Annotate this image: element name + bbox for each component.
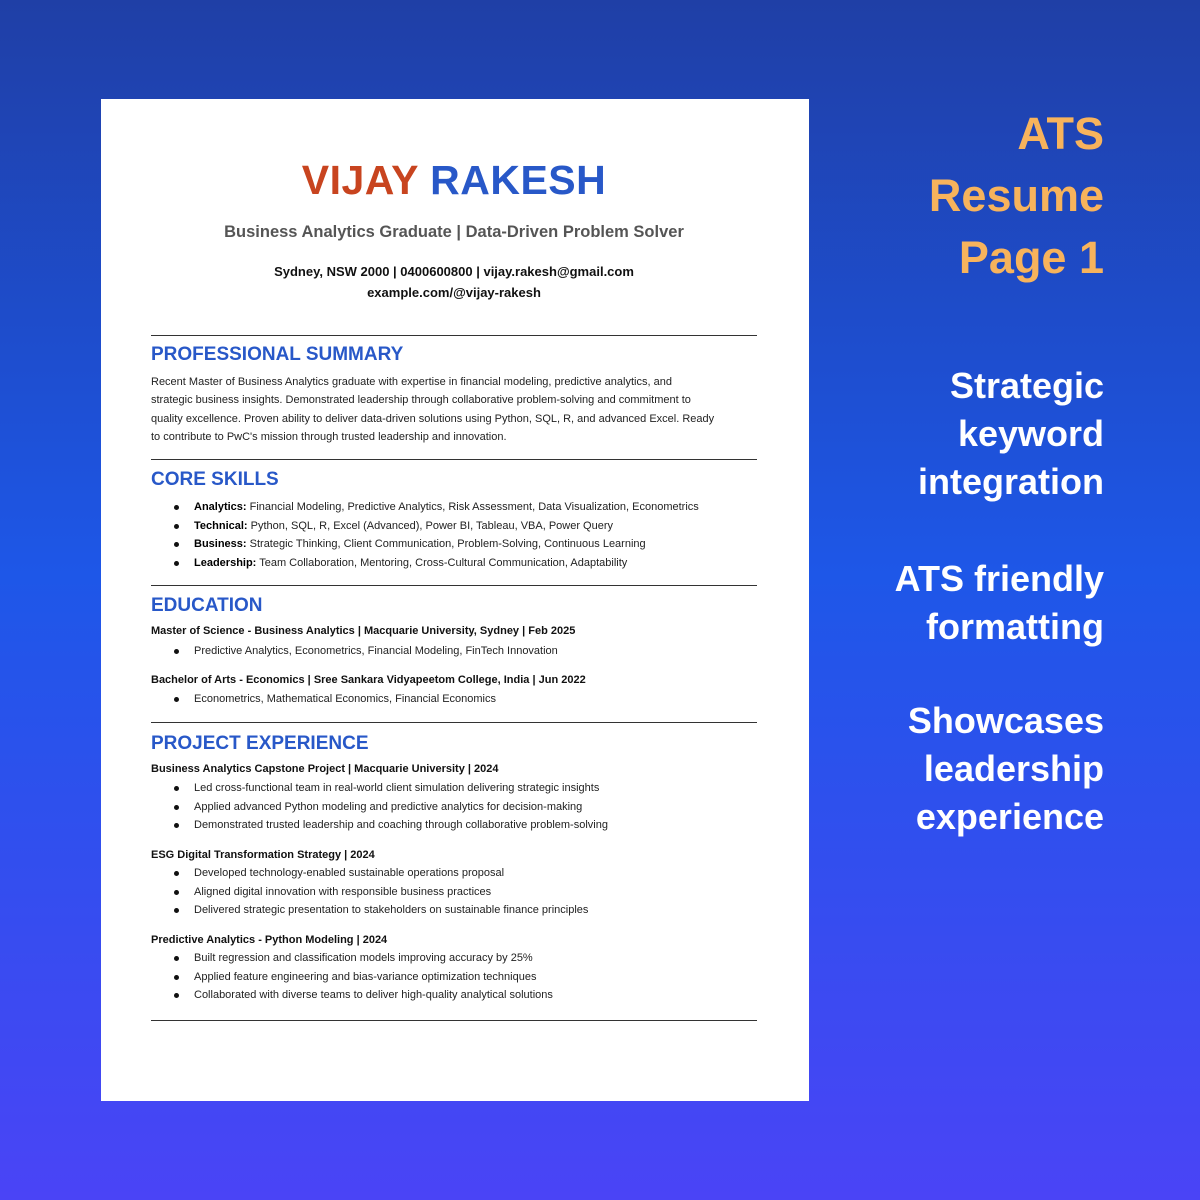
project-bullets — [151, 779, 757, 835]
list-item — [151, 986, 757, 1005]
list-item — [151, 554, 757, 573]
list-item — [151, 864, 757, 883]
skill-label: Leadership: — [194, 556, 257, 569]
list-item — [151, 642, 757, 661]
skill-label: Business: — [194, 538, 247, 550]
name-last: RAKESH — [430, 157, 607, 203]
education-bullets — [151, 690, 757, 709]
feature-line: experience — [915, 796, 1104, 837]
education-bullets — [151, 642, 757, 661]
bullet-text: Aligned digital innovation with responsible business practices — [194, 885, 492, 898]
skill-text: Strategic Thinking, Client Communication, Problem-Solving, Continuous Learning — [246, 538, 646, 550]
list-item — [151, 535, 757, 554]
bullet-text: Collaborated with diverse teams to deliver high-quality analytical solutions — [194, 989, 553, 1001]
summary-line: strategic business insights. Demonstrated leadership through collaborative problem-solving and commitment to — [151, 394, 691, 407]
feature-line: integration — [918, 461, 1104, 502]
list-item — [151, 779, 757, 798]
education-entry-title: Bachelor of Arts - Economics | Sree Sankara Vidyapeetom College, India | Jun 2022 — [151, 674, 586, 686]
list-item — [151, 883, 757, 902]
project-entry-title: ESG Digital Transformation Strategy | 2024 — [151, 849, 375, 861]
project-bullets — [151, 949, 757, 1005]
skill-text: Python, SQL, R, Excel (Advanced), Power BI, Tableau, VBA, Power Query — [247, 519, 614, 532]
education-entry-title: Master of Science - Business Analytics | Macquarie University, Sydney | Feb 2025 — [151, 625, 576, 637]
list-item — [151, 498, 757, 517]
bullet-text: Predictive Analytics, Econometrics, Financial Modeling, FinTech Innovation — [194, 645, 558, 657]
feature-line: formatting — [926, 606, 1104, 647]
feature-line: Strategic — [949, 365, 1104, 406]
section-title-skills: CORE SKILLS — [151, 469, 279, 490]
summary-line: Recent Master of Business Analytics graduate with expertise in financial modeling, predictive analytics, and — [151, 376, 672, 388]
section-title-summary: PROFESSIONAL SUMMARY — [151, 344, 404, 365]
bullet-text: Delivered strategic presentation to stakeholders on sustainable finance principles — [194, 904, 589, 916]
promo-title — [929, 103, 1104, 289]
list-item — [151, 949, 757, 968]
skill-label: Technical: — [194, 519, 248, 532]
resume-page — [101, 99, 809, 1101]
promo-title-line: ATS — [1017, 108, 1104, 159]
list-item — [151, 901, 757, 920]
bullet-text: Demonstrated trusted leadership and coaching through collaborative problem-solving — [194, 819, 608, 831]
section-divider — [151, 459, 757, 460]
summary-line: to contribute to PwC's mission through trusted leadership and innovation. — [151, 430, 507, 443]
summary-line: quality excellence. Proven ability to deliver data-driven solutions using Python, SQL, R, and advanced Excel. Ready — [151, 412, 715, 425]
bullet-text: Built regression and classification models improving accuracy by 25% — [194, 952, 533, 964]
candidate-name — [151, 157, 757, 204]
list-item — [151, 517, 757, 536]
bullet-text: Led cross-functional team in real-world client simulation delivering strategic insights — [194, 782, 600, 794]
section-title-projects: PROJECT EXPERIENCE — [151, 733, 369, 754]
promo-title-line: Page 1 — [958, 232, 1104, 283]
feature-line: ATS friendly — [894, 558, 1104, 599]
contact-line: Sydney, NSW 2000 | 0400600800 | vijay.rakesh@gmail.com — [274, 264, 634, 279]
list-item — [151, 968, 757, 987]
bullet-text: Applied feature engineering and bias-variance optimization techniques — [194, 970, 537, 983]
contact-website: example.com/@vijay-rakesh — [367, 285, 541, 300]
skill-label: Analytics: — [194, 501, 247, 513]
feature-keyword-integration — [918, 362, 1104, 506]
skill-text: Team Collaboration, Mentoring, Cross-Cultural Communication, Adaptability — [256, 556, 628, 569]
promo-title-line: Resume — [928, 170, 1104, 221]
feature-ats-formatting — [895, 555, 1104, 651]
section-divider — [151, 585, 757, 586]
project-entry-title: Predictive Analytics - Python Modeling | 2024 — [151, 934, 388, 946]
skills-list — [151, 498, 757, 572]
list-item — [151, 816, 757, 835]
section-divider — [151, 722, 757, 723]
feature-line: keyword — [957, 413, 1104, 454]
project-bullets — [151, 864, 757, 920]
section-title-education: EDUCATION — [151, 595, 263, 616]
list-item — [151, 690, 757, 709]
tagline: Business Analytics Graduate | Data-Driven Problem Solver — [224, 223, 684, 241]
skill-text: Financial Modeling, Predictive Analytics, Risk Assessment, Data Visualization, Econometrics — [246, 501, 699, 513]
section-divider — [151, 335, 757, 336]
contact-info — [151, 261, 757, 303]
feature-line: Showcases — [907, 700, 1104, 741]
section-divider — [151, 1020, 757, 1021]
project-entry-title: Business Analytics Capstone Project | Macquarie University | 2024 — [151, 763, 499, 775]
name-first: VIJAY — [301, 157, 419, 203]
feature-leadership — [908, 697, 1104, 841]
list-item — [151, 798, 757, 817]
bullet-text: Econometrics, Mathematical Economics, Financial Economics — [194, 693, 497, 705]
bullet-text: Developed technology-enabled sustainable operations proposal — [194, 867, 505, 879]
feature-line: leadership — [923, 748, 1104, 789]
summary-text — [151, 373, 757, 446]
bullet-text: Applied advanced Python modeling and predictive analytics for decision-making — [194, 800, 583, 813]
